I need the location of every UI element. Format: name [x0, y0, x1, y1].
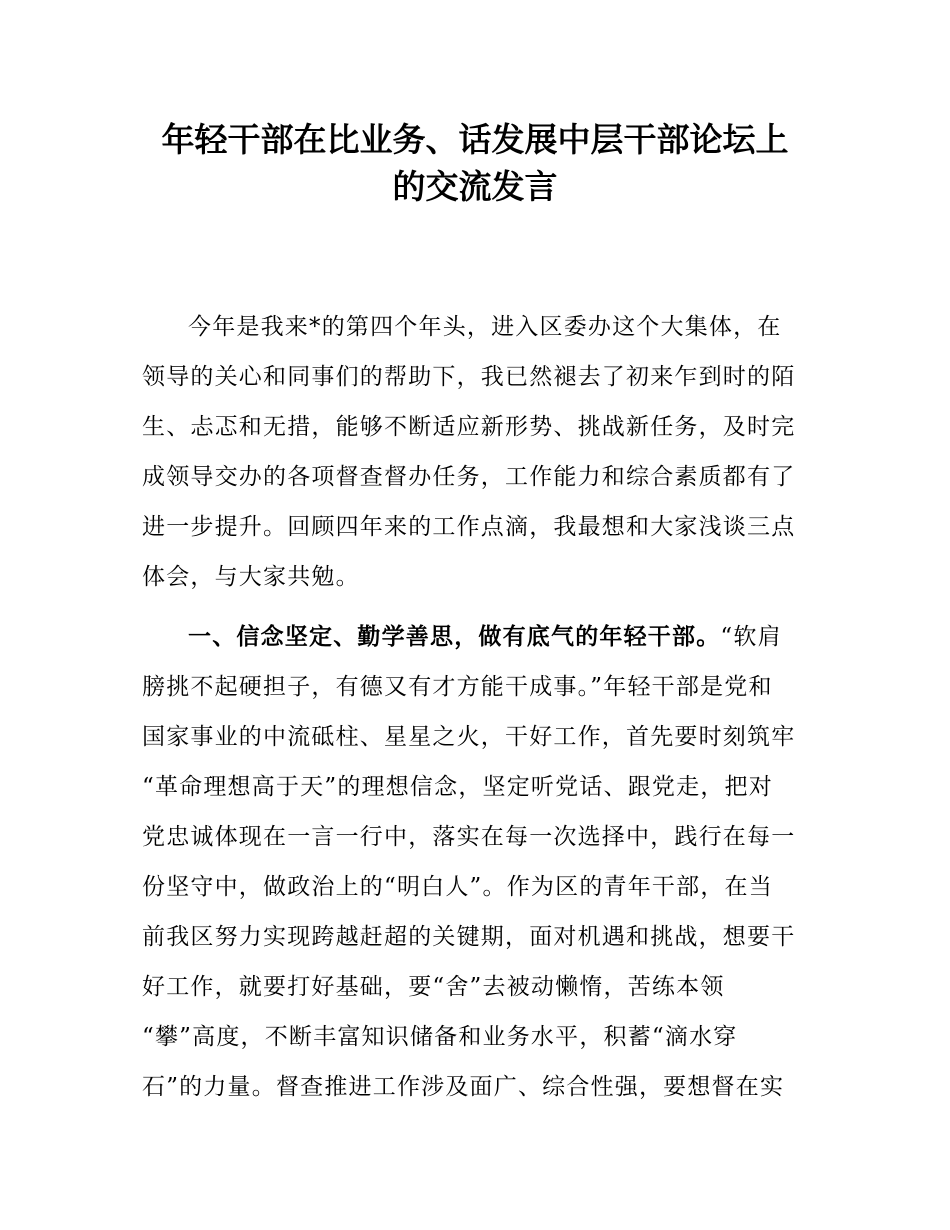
paragraph-2: [142, 612, 812, 1112]
paragraph-2-line-5: 党忠诚体现在一言一行中，落实在每一次选择中，践行在每一: [142, 824, 796, 850]
paragraph-2-line-2: 膀挑不起硬担子，有德又有才方能干成事。”年轻干部是党和: [142, 674, 773, 700]
document-title-line-2: 的交流发言: [392, 167, 558, 206]
paragraph-2-line-3: 国家事业的中流砥柱、星星之火，干好工作，首先要时刻筑牢: [142, 724, 796, 750]
paragraph-2-line-8: 好工作，就要打好基础，要“舍”去被动懒惰，苦练本领: [142, 974, 725, 1000]
document-title-line-1: 年轻干部在比业务、话发展中层干部论坛上: [161, 120, 789, 159]
section-heading-1: 一、信念坚定、勤学善思，做有底气的年轻干部。: [188, 624, 721, 650]
paragraph-1-line-1: 今年是我来*的第四个年头，进入区委办这个大集体，在: [188, 314, 782, 340]
paragraph-1: [142, 302, 812, 602]
paragraph-2-line-1-rest: “软肩: [720, 624, 782, 650]
paragraph-2-line-1: [142, 612, 812, 662]
paragraph-2-line-9: “攀”高度，不断丰富知识储备和业务水平，积蓄“滴水穿: [142, 1024, 738, 1050]
paragraph-2-line-10: 石”的力量。督查推进工作涉及面广、综合性强，要想督在实: [142, 1074, 785, 1100]
paragraph-1-line-4: 成领导交办的各项督查督办任务，工作能力和综合素质都有了: [142, 464, 796, 490]
paragraph-1-line-5: 进一步提升。回顾四年来的工作点滴，我最想和大家浅谈三点: [142, 514, 796, 540]
paragraph-1-line-3: 生、忐忑和无措，能够不断适应新形势、挑战新任务，及时完: [142, 414, 796, 440]
paragraph-2-line-7: 前我区努力实现跨越赶超的关键期，面对机遇和挑战，想要干: [142, 924, 796, 950]
paragraph-1-line-2: 领导的关心和同事们的帮助下，我已然褪去了初来乍到时的陌: [142, 364, 796, 390]
paragraph-2-line-4: “革命理想高于天”的理想信念，坚定听党话、跟党走，把对: [142, 774, 773, 800]
paragraph-1-line-6: 体会，与大家共勉。: [142, 564, 360, 590]
paragraph-2-line-6: 份坚守中，做政治上的“明白人”。作为区的青年干部，在当: [142, 874, 773, 900]
